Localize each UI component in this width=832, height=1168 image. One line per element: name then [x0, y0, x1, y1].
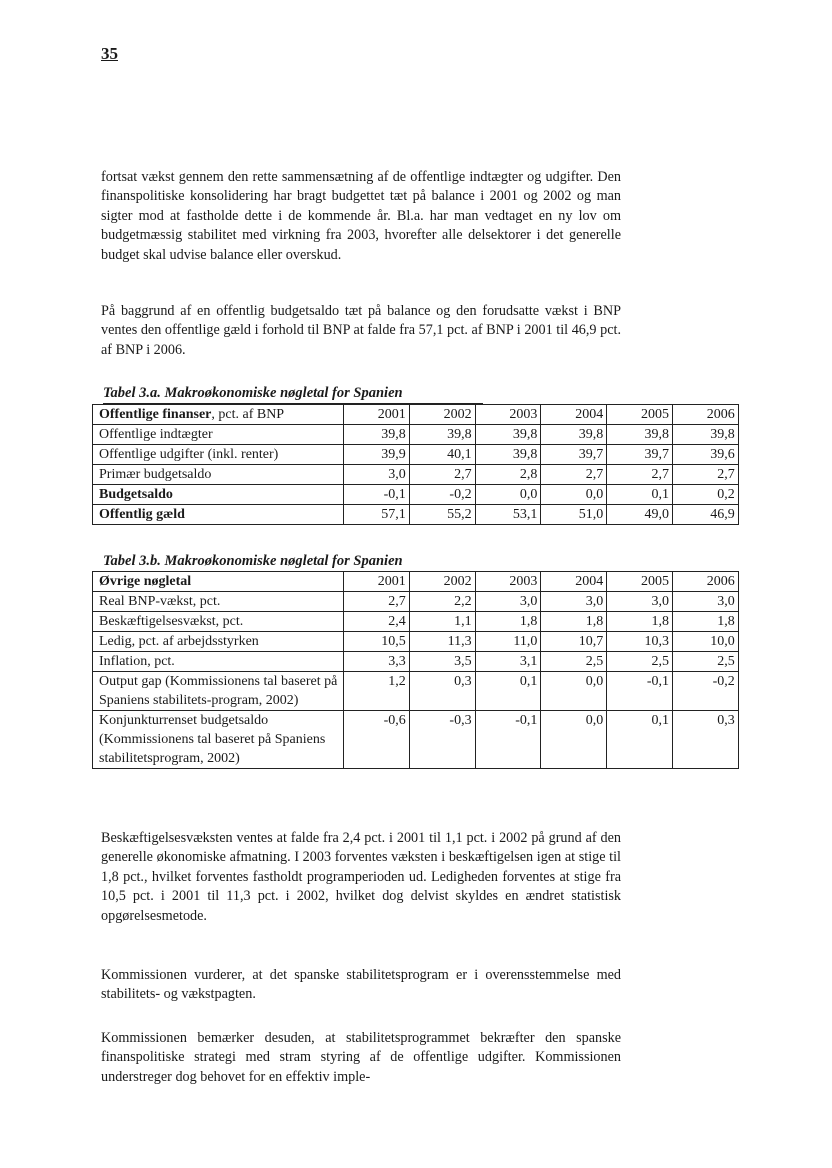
- table-cell: 39,6: [672, 445, 738, 465]
- table-cell: 3,0: [607, 592, 673, 612]
- table-row: [93, 672, 739, 711]
- year-header: 2003: [475, 405, 541, 425]
- table-cell: 46,9: [672, 505, 738, 525]
- table-a-header-rest: , pct. af BNP: [211, 407, 285, 422]
- paragraph-commission-remarks: Kommissionen bemærker desuden, at stabilitetsprogrammet bekræfter den spanske finanspolitiske strategi med stram styring af de offentlige udgifter. Kommissionen understreger dog behovet for en effektiv imple-: [101, 1030, 621, 1085]
- table-cell: 11,0: [475, 632, 541, 652]
- table-cell: 0,1: [475, 672, 541, 711]
- table-cell: 2,7: [409, 465, 475, 485]
- table-cell: 0,1: [607, 711, 673, 769]
- table-row: [93, 652, 739, 672]
- table-cell: 10,5: [344, 632, 410, 652]
- table-cell: 2,2: [409, 592, 475, 612]
- table-cell: 39,8: [475, 445, 541, 465]
- row-label: Ledig, pct. af arbejdsstyrken: [93, 632, 344, 652]
- table-a-title: Tabel 3.a. Makroøkonomiske nøgletal for Spanien: [103, 385, 483, 404]
- table-cell: 39,9: [344, 445, 410, 465]
- table-cell: 39,8: [672, 425, 738, 445]
- table-a-header-bold: Offentlige finanser: [99, 407, 212, 422]
- row-label: Beskæftigelsesvækst, pct.: [93, 612, 344, 632]
- table-a-header-label: [93, 405, 344, 425]
- table-cell: 3,0: [344, 465, 410, 485]
- table-cell: 3,0: [672, 592, 738, 612]
- table-cell: 1,8: [475, 612, 541, 632]
- table-row: [93, 445, 739, 465]
- table-cell: 2,7: [607, 465, 673, 485]
- row-label: Output gap (Kommissionens tal baseret på Spaniens stabilitets-program, 2002): [93, 672, 344, 711]
- year-header: 2004: [541, 405, 607, 425]
- year-header: 2003: [475, 572, 541, 592]
- table-cell: 0,2: [672, 485, 738, 505]
- row-label: Inflation, pct.: [93, 652, 344, 672]
- row-label: Konjunkturrenset budgetsaldo (Kommissionens tal baseret på Spaniens stabilitetsprogram, 2002): [93, 711, 344, 769]
- row-label: Real BNP-vækst, pct.: [93, 592, 344, 612]
- table-b-other-indicators: [92, 571, 739, 769]
- table-cell: 2,5: [541, 652, 607, 672]
- table-cell: 3,5: [409, 652, 475, 672]
- year-header: 2001: [344, 572, 410, 592]
- table-cell: 39,7: [607, 445, 673, 465]
- paragraph-commission-assessment: Kommissionen vurderer, at det spanske stabilitetsprogram er i overensstemmelse med stabilitets- og vækstpagten.: [101, 967, 621, 1003]
- table-cell: 39,8: [541, 425, 607, 445]
- table-cell: 55,2: [409, 505, 475, 525]
- table-cell: 3,1: [475, 652, 541, 672]
- table-row: [93, 465, 739, 485]
- row-label: Offentlige indtægter: [93, 425, 344, 445]
- row-label: Offentlig gæld: [93, 505, 344, 525]
- table-row: [93, 592, 739, 612]
- table-b-header-row: [93, 572, 739, 592]
- table-cell: 10,0: [672, 632, 738, 652]
- table-cell: 2,4: [344, 612, 410, 632]
- table-cell: 39,8: [475, 425, 541, 445]
- table-cell: 2,5: [607, 652, 673, 672]
- table-cell: -0,1: [607, 672, 673, 711]
- year-header: 2005: [607, 405, 673, 425]
- row-label: Primær budgetsaldo: [93, 465, 344, 485]
- table-cell: 0,3: [672, 711, 738, 769]
- paragraph-employment: Beskæftigelsesvæksten ventes at falde fra 2,4 pct. i 2001 til 1,1 pct. i 2002 på grund af den generelle økonomiske afmatning. I 2003 forventes væksten i beskæftigelsen igen at stige til 1,8 pct., hvilket forventes fastholdt programperioden ud. Ledigheden forventes at stige fra 10,5 pct. i 2001 til 11,3 pct. i 2002, hvilket dog delvist skyldes en ændret statistisk opgørelsesmetode.: [101, 830, 621, 924]
- table-row: [93, 632, 739, 652]
- table-b-title: Tabel 3.b. Makroøkonomiske nøgletal for Spanien: [103, 553, 483, 572]
- paragraph-debt-outlook: På baggrund af en offentlig budgetsaldo tæt på balance og den forudsatte vækst i BNP ventes den offentlige gæld i forhold til BNP at falde fra 57,1 pct. af BNP i 2001 til 46,9 pct. af BNP i 2006.: [101, 303, 621, 358]
- year-header: 2005: [607, 572, 673, 592]
- table-cell: 2,5: [672, 652, 738, 672]
- table-a-public-finances: [92, 404, 739, 525]
- table-cell: 0,0: [541, 711, 607, 769]
- table-cell: 3,3: [344, 652, 410, 672]
- table-cell: -0,2: [409, 485, 475, 505]
- table-cell: 39,8: [607, 425, 673, 445]
- table-cell: 1,8: [607, 612, 673, 632]
- table-cell: -0,3: [409, 711, 475, 769]
- table-cell: 2,8: [475, 465, 541, 485]
- table-cell: 40,1: [409, 445, 475, 465]
- table-a-header-row: [93, 405, 739, 425]
- table-cell: 0,0: [541, 672, 607, 711]
- table-cell: -0,1: [475, 711, 541, 769]
- year-header: 2006: [672, 405, 738, 425]
- year-header: 2002: [409, 572, 475, 592]
- table-cell: 39,8: [344, 425, 410, 445]
- table-row: [93, 485, 739, 505]
- table-row: [93, 612, 739, 632]
- table-cell: 0,3: [409, 672, 475, 711]
- table-cell: 0,0: [475, 485, 541, 505]
- table-cell: 1,2: [344, 672, 410, 711]
- table-row: [93, 505, 739, 525]
- year-header: 2002: [409, 405, 475, 425]
- table-cell: 49,0: [607, 505, 673, 525]
- table-cell: 0,1: [607, 485, 673, 505]
- table-cell: 53,1: [475, 505, 541, 525]
- table-cell: 2,7: [672, 465, 738, 485]
- table-cell: 39,7: [541, 445, 607, 465]
- year-header: 2004: [541, 572, 607, 592]
- table-cell: 2,7: [541, 465, 607, 485]
- table-cell: 10,7: [541, 632, 607, 652]
- table-row: [93, 425, 739, 445]
- table-cell: 10,3: [607, 632, 673, 652]
- table-cell: 3,0: [541, 592, 607, 612]
- year-header: 2006: [672, 572, 738, 592]
- table-cell: -0,6: [344, 711, 410, 769]
- table-cell: -0,2: [672, 672, 738, 711]
- table-cell: -0,1: [344, 485, 410, 505]
- page-number: 35: [101, 44, 118, 63]
- table-cell: 0,0: [541, 485, 607, 505]
- table-cell: 11,3: [409, 632, 475, 652]
- table-cell: 57,1: [344, 505, 410, 525]
- table-cell: 39,8: [409, 425, 475, 445]
- year-header: 2001: [344, 405, 410, 425]
- table-b-header-label: Øvrige nøgletal: [93, 572, 344, 592]
- table-cell: 2,7: [344, 592, 410, 612]
- table-cell: 1,8: [672, 612, 738, 632]
- table-cell: 51,0: [541, 505, 607, 525]
- row-label: Offentlige udgifter (inkl. renter): [93, 445, 344, 465]
- table-cell: 3,0: [475, 592, 541, 612]
- paragraph-fiscal-consolidation: fortsat vækst gennem den rette sammensætning af de offentlige indtægter og udgifter. Den finanspolitiske konsolidering har bragt budgettet tæt på balance i 2001 og 2002 og man sigter mod at fastholde dette i de kommende år. Bl.a. har man vedtaget en ny lov om budgetmæssig stabilitet med virkning fra 2003, hvorefter alle delsektorer i det generelle budget skal udvise balance eller overskud.: [101, 169, 621, 263]
- table-row: [93, 711, 739, 769]
- table-cell: 1,8: [541, 612, 607, 632]
- row-label: Budgetsaldo: [93, 485, 344, 505]
- table-cell: 1,1: [409, 612, 475, 632]
